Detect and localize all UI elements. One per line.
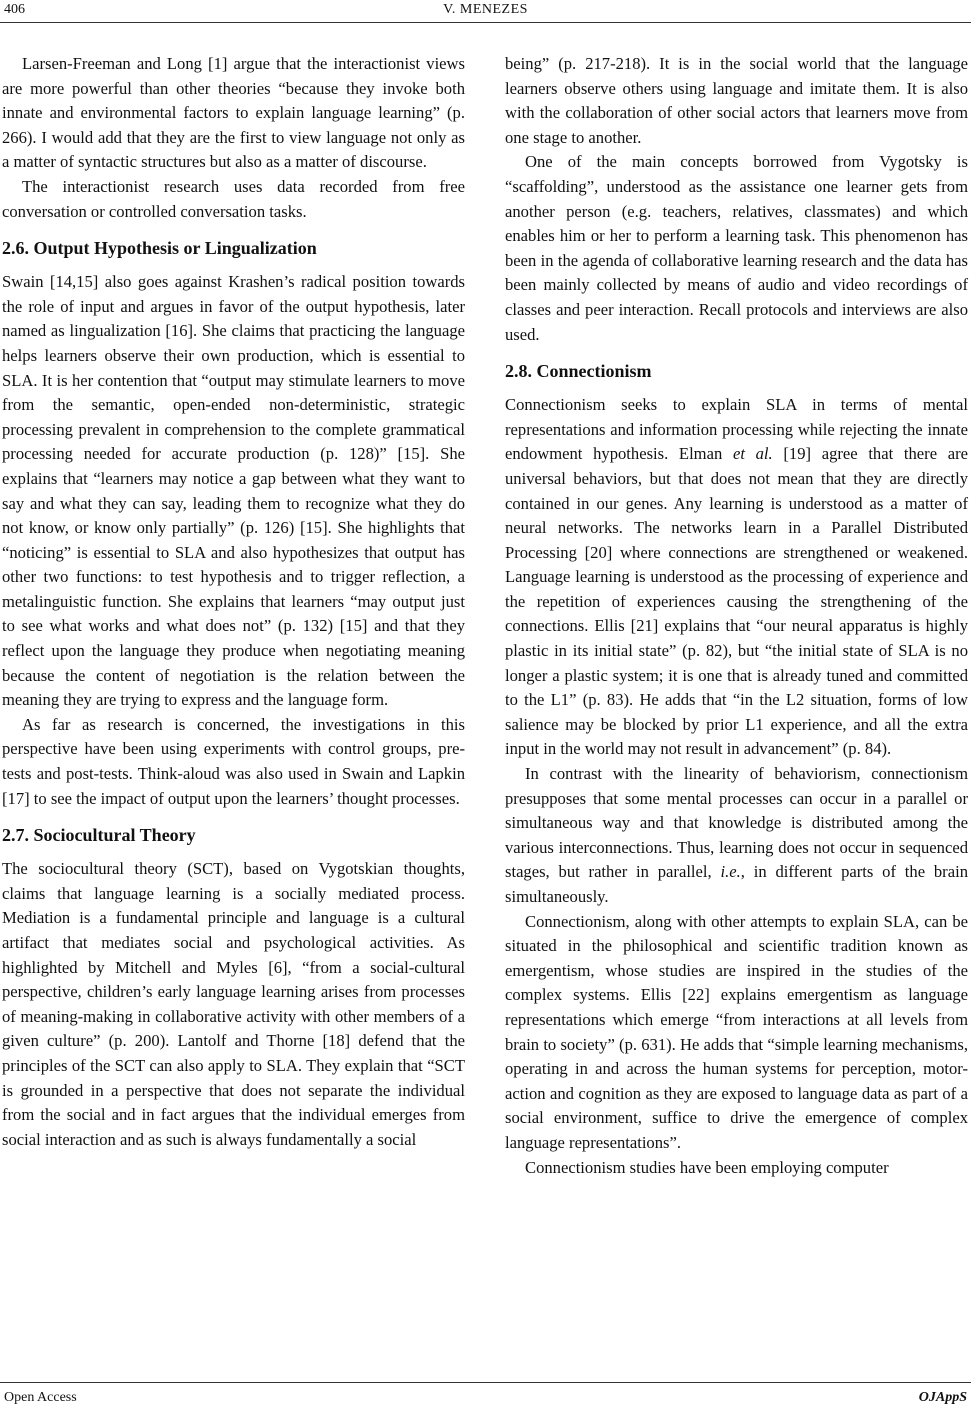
section-heading-2-8: 2.8. Connectionism (505, 361, 652, 382)
italic-text: et al. (732, 444, 773, 464)
paragraph: being” (p. 217-218). It is in the social world that the language learners observe others using language and imitate them. It is also with the collaboration of other social actors that learners move from one stage to another. (505, 54, 968, 147)
footer-rule (0, 1382, 971, 1383)
text-run: [19] agree that there are universal behaviors, but that does not mean that they are directly contained in our genes. Any learning is understood as a matter of neural networks. The networks learn in a Parallel Distributed Processing [20] where connections are strengthened or weakened. Language learning is understood as the processing of experience and the repetition of experiences causing the strengthening of the connections. Ellis [21] explains that “our neural apparatus is highly plastic in its initial state” (p. 82), but “the initial state of SLA is no longer a plastic system; it is one that is already tuned and committed to the L1” (p. 83). He adds that “in the L2 situation, forms of low salience may be blocked by prior L1 experience, and all the extra input in the world may not result in advancement” (p. 84). (505, 444, 969, 759)
paragraph: Connectionism, along with other attempts to explain SLA, can be situated in the philosophical and scientific tradition known as emergentism, whose studies are inspired in the studies of the complex systems. Ellis [22] explains emergentism as language representations which emerge “from interactions at all levels from brain to society” (p. 631). He adds that “simple learning mechanisms, operating in and across the human systems for perception, motor-action and cognition as they are exposed to language data as part of a social environment, suffice to drive the emergence of complex language representations”. (505, 911, 968, 1152)
paragraph: The interactionist research uses data recorded from free conversation or controlled conversation tasks. (2, 176, 465, 221)
header-rule (0, 22, 971, 23)
footer-open-access: Open Access (4, 1390, 77, 1405)
right-column (505, 52, 968, 1180)
italic-text: i.e. (720, 862, 741, 882)
paragraph: Connectionism studies have been employing computer (525, 1157, 889, 1177)
footer-journal: OJAppS (918, 1390, 967, 1405)
paragraph (505, 393, 968, 762)
paragraph: As far as research is concerned, the investigations in this perspective have been using experiments with control groups, pre-tests and post-tests. Think-aloud was also used in Swain and Lapkin [17] to see the impact of output upon the learners’ thought processes. (2, 714, 465, 808)
page-header (0, 0, 971, 22)
text-run: In contrast with the linearity of behaviorism, connectionism presupposes that some mental processes can occur in a parallel or simultaneous way and that knowledge is distributed among the various interconnections. Thus, learning does not occur in sequenced stages, but rather in parallel, (505, 764, 968, 882)
paragraph: One of the main concepts borrowed from Vygotsky is “scaffolding”, understood as the assistance one learner gets from another person (e.g. teachers, relatives, classmates) and which enables him or her to perform a learning task. This phenomenon has been in the agenda of collaborative learning research and the data has been mainly collected by means of audio and video recordings of classes and peer interaction. Recall protocols and interviews are also used. (505, 152, 968, 344)
paragraph: Swain [14,15] also goes against Krashen’s radical position towards the role of input and argues in favor of the output hypothesis, later named as lingualization [16]. She claims that practicing the language helps learners observe their own production, which is essential to SLA. It is her contention that “output may stimulate learners to move from the semantic, open-ended non-deterministic, strategic processing prevalent in comprehension to the complete grammatical processing needed for accurate production (p. 128)” [15]. She explains that “learners may notice a gap between what they want to say and what they can say, leading them to recognize what they do not know, or know only partially” (p. 126) [15]. She highlights that “noticing” is essential to SLA and also hypothesizes that output has other two functions: to test hypothesis and to trigger reflection, a metalinguistic function. She explains that learners “may output just to see what works and what does not” (p. 132) [15] and that they reflect upon the language they produce when negotiating meaning because the content of negotiation is the relation between the meaning they are trying to express and the language form. (2, 272, 465, 710)
text-run: , in different parts of the brain simultaneously. (505, 862, 968, 906)
left-column (2, 52, 465, 1152)
paragraph: Larsen-Freeman and Long [1] argue that the interactionist views are more powerful than other theories “because they invoke both innate and environmental factors to explain language learning” (p. 266). I would add that they are the first to view language not only as a matter of syntactic structures but also as a matter of discourse. (2, 54, 465, 172)
paragraph (505, 762, 968, 910)
page-footer (0, 1390, 971, 1410)
text-run: Connectionism seeks to explain SLA in terms of mental representations and information processing while rejecting the innate endowment hypothesis. Elman (505, 395, 968, 464)
page-number: 406 (4, 2, 25, 17)
section-heading-2-7: 2.7. Sociocultural Theory (2, 825, 196, 846)
paragraph: The sociocultural theory (SCT), based on Vygotskian thoughts, claims that language learning is a socially mediated process. Mediation is a fundamental principle and language is a cultural artifact that mediates social and psychological activities. As highlighted by Mitchell and Myles [6], “from a social-cultural perspective, children’s early language learning arises from processes of meaning-making in collaborative activity with other members of a given culture” (p. 200). Lantolf and Thorne [18] defend that the principles of the SCT can also apply to SLA. They explain that “SCT is grounded in a perspective that does not separate the individual from the social and in fact argues that the individual emerges from social interaction and as such is always fundamentally a social (2, 859, 465, 1149)
section-heading-2-6: 2.6. Output Hypothesis or Lingualization (2, 238, 317, 259)
running-head: V. MENEZES (443, 2, 528, 17)
